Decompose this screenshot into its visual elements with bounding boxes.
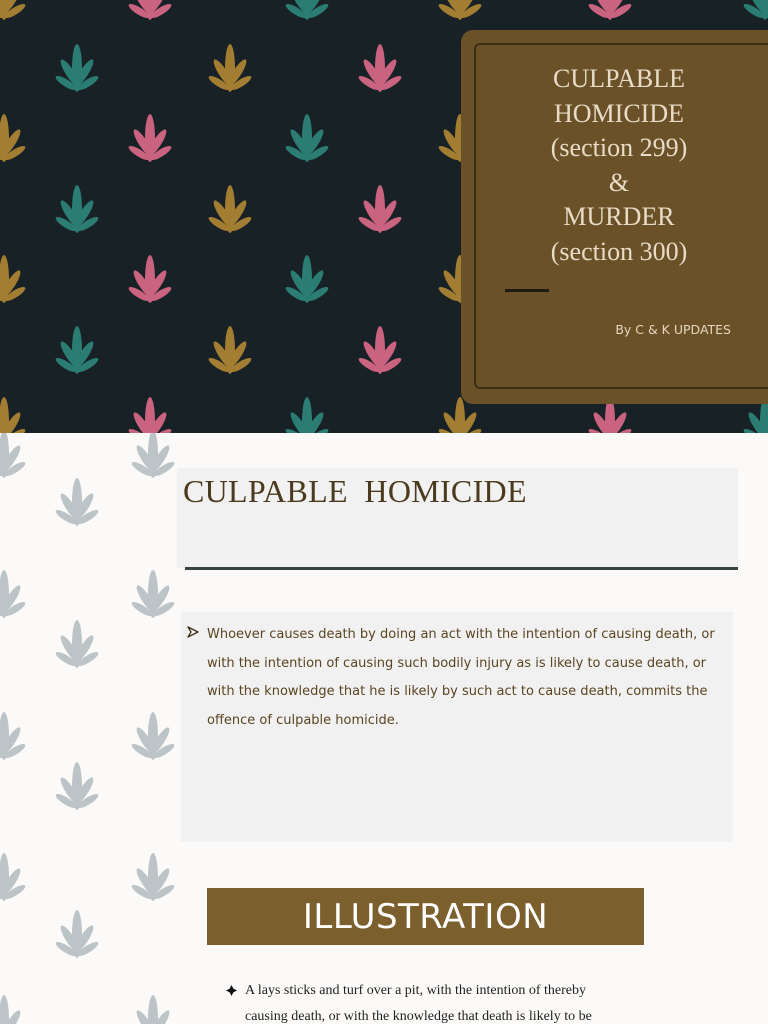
title-line: MURDER <box>563 202 675 231</box>
illustration-label: ILLUSTRATION <box>302 896 549 937</box>
leaf-icon <box>0 570 27 618</box>
leaf-icon <box>127 255 173 303</box>
leaf-icon <box>284 397 330 433</box>
arrow-bullet-icon <box>187 626 199 638</box>
leaf-icon <box>127 114 173 162</box>
leaf-icon <box>54 762 100 810</box>
byline: By C & K UPDATES <box>615 322 731 337</box>
definition-slide <box>0 433 768 1024</box>
leaf-icon <box>54 44 100 92</box>
leaf-icon <box>207 185 253 233</box>
title-divider <box>505 289 549 292</box>
leaf-icon <box>130 995 176 1024</box>
title-line: & <box>608 167 630 197</box>
title-line: CULPABLE <box>553 64 685 93</box>
illustration-banner <box>207 888 644 945</box>
leaf-icon <box>357 326 403 374</box>
slide-title <box>474 62 764 269</box>
leaf-icon <box>357 185 403 233</box>
title-slide <box>0 0 768 433</box>
leaf-icon <box>0 255 27 303</box>
title-line: HOMICIDE <box>554 98 684 128</box>
leaf-icon <box>0 397 27 433</box>
leaf-icon <box>54 910 100 958</box>
leaf-pattern-side <box>0 433 190 1024</box>
leaf-icon <box>54 326 100 374</box>
leaf-icon <box>284 0 330 20</box>
leaf-icon <box>130 433 176 478</box>
leaf-icon <box>127 397 173 433</box>
leaf-icon <box>130 853 176 901</box>
heading-divider <box>185 567 738 570</box>
leaf-icon <box>284 114 330 162</box>
leaf-icon <box>0 853 27 901</box>
leaf-icon <box>207 44 253 92</box>
leaf-icon <box>0 433 27 478</box>
leaf-icon <box>54 620 100 668</box>
leaf-icon <box>130 712 176 760</box>
leaf-icon <box>742 0 768 20</box>
leaf-icon <box>284 255 330 303</box>
leaf-icon <box>437 0 483 20</box>
diamond-bullet-icon <box>226 985 237 996</box>
leaf-icon <box>0 114 27 162</box>
leaf-icon <box>130 570 176 618</box>
leaf-icon <box>357 44 403 92</box>
leaf-icon <box>207 326 253 374</box>
leaf-icon <box>587 0 633 20</box>
title-line: (section 299) <box>550 133 688 162</box>
illustration-text: A lays sticks and turf over a pit, with the intention of thereby causing death, or with the knowledge that death is likely to be <box>245 983 592 1024</box>
leaf-icon <box>0 712 27 760</box>
title-line: (section 300) <box>550 236 688 266</box>
leaf-icon <box>54 185 100 233</box>
definition-text: Whoever causes death by doing an act with the intention of causing death, or with the intention of causing such bodily injury as is likely to cause death, or with the knowledge that he is likely by such act to cause death, commits the offence of culpable homicide. <box>207 627 715 728</box>
leaf-icon <box>54 478 100 526</box>
leaf-icon <box>0 995 27 1024</box>
leaf-icon <box>0 0 27 20</box>
leaf-icon <box>127 0 173 20</box>
section-heading: CULPABLE HOMICIDE <box>183 473 527 509</box>
